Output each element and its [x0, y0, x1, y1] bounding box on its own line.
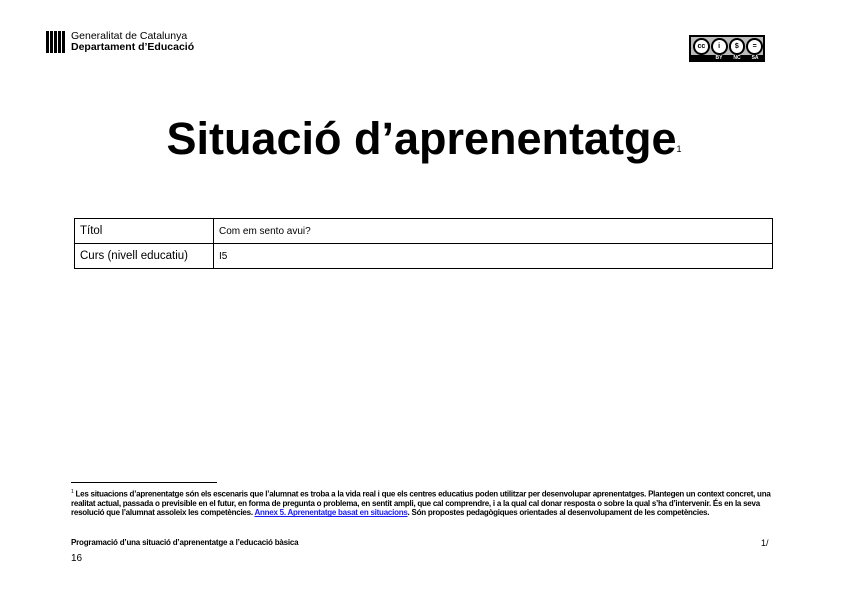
footnote-separator — [71, 482, 217, 483]
footer-document-title: Programació d’una situació d’aprenentatge a l’educació bàsica — [71, 538, 299, 547]
license-label-sa: SA — [751, 55, 759, 61]
table-row — [75, 244, 773, 269]
footer-page-total: 16 — [71, 553, 83, 564]
organization-name — [71, 31, 194, 53]
license-label-by: BY — [715, 55, 723, 61]
cc-icon: cc — [693, 38, 710, 55]
gencat-emblem-icon — [46, 31, 68, 53]
row-label-title: Títol — [75, 219, 214, 244]
footnote-text-before: Les situacions d’aprenentatge són els escenaris que l’alumnat es troba a la vida real i que els centres educatius poden utilitzar per desenvolupar aprenentatges. Plantegen un context concret, una realitat actual, passada o previsible en el futur, en forma de pregunta o problema, en sentit ampli, que cal comprendre, i a la qual cal donar resposta o sobre la qual s’ha d’intervenir. És en la seva resolució que l’alumnat assoleix les competències. — [71, 489, 771, 518]
footnote-text-after: . Són propostes pedagògiques orientades al desenvolupament de les competències. — [407, 508, 710, 518]
footnote — [71, 488, 783, 518]
page-title-text: Situació d’aprenentatge — [166, 113, 677, 164]
annex-link[interactable]: Annex 5. Aprenentatge basat en situacions — [254, 508, 408, 518]
row-label-course: Curs (nivell educatiu) — [75, 244, 214, 269]
org-line-2: Departament d’Educació — [71, 41, 195, 53]
row-value-title: Com em sento avui? — [214, 219, 773, 244]
footnote-marker: 1 — [71, 489, 74, 495]
attribution-icon: i — [711, 38, 728, 55]
noncommercial-icon: $ — [729, 38, 746, 55]
table-row — [75, 219, 773, 244]
footer-page-number: 1/ — [761, 538, 769, 548]
org-line-1: Generalitat de Catalunya — [71, 30, 188, 42]
license-label-nc: NC — [733, 55, 741, 61]
creative-commons-license-badge[interactable] — [689, 35, 765, 62]
title-footnote-ref[interactable]: 1 — [676, 144, 682, 154]
page-title — [0, 113, 848, 165]
gencat-logo — [46, 31, 194, 53]
sharealike-icon: = — [746, 38, 763, 55]
situation-info-table — [74, 218, 773, 269]
row-value-course: I5 — [214, 244, 773, 269]
